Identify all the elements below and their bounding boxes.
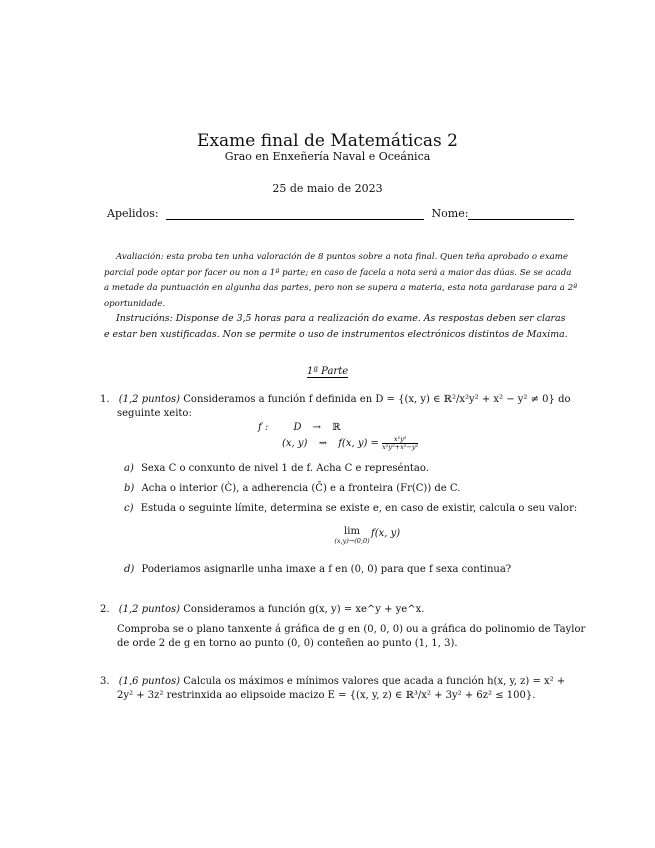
problem-3 [100,676,565,687]
problem-text: de orde 2 de g en torno ao punto (0, 0) conteñen ao punto (1, 1, 3). [117,638,458,649]
problem-text: Consideramos a función f definida en D = {(x, y) ∈ ℝ²/x²y² + x² − y² ≠ 0} do [183,394,571,405]
map-xy: (x, y) [282,438,308,449]
evaluation-text: a metade da puntuación en algunha das partes, pero non se supera a materia, esta nota gardarase para a 2ª [104,283,578,293]
part-text: Sexa C o conxunto de nivel 1 de f. Acha C e represéntao. [141,463,429,474]
surname-blank[interactable] [166,207,424,220]
limit-lim: lim [344,526,360,537]
evaluation-text: esta proba ten unha valoración de 8 puntos sobre a nota final. Quen teña aprobado o exame [166,252,569,262]
name-fields [107,207,574,220]
problem-text: Calcula os máximos e mínimos valores que acada a función h(x, y, z) = x² + [183,676,566,687]
map-domain: D [293,422,302,433]
map-fxy: f(x, y) = [338,438,379,449]
name-label: Nome: [431,207,469,220]
name-blank[interactable] [468,207,574,220]
function-map-row2 [282,436,418,451]
map-codomain: ℝ [332,422,341,433]
problem-1-part-b [124,483,460,494]
part-text: Acha o interior (Ċ), a adherencia (C̄) e a fronteira (Fr(C)) de C. [141,483,461,494]
problem-text: Comproba se o plano tanxente á gráfica de g en (0, 0, 0) ou a gráfica do polinomio de Taylor [117,624,586,635]
part-text: Poderiamos asignarlle unha imaxe a f en (0, 0) para que f sexa continua? [141,564,512,575]
instructions-block-2 [104,311,588,342]
problem-points: (1,2 puntos) [118,394,181,405]
problem-2 [100,604,424,615]
fraction-numerator: x²y² [382,436,418,444]
problem-number: 1. [100,394,110,405]
fraction [382,436,418,451]
exam-subtitle: Grao en Enxeñería Naval e Oceánica [224,150,431,163]
problem-text: 2y² + 3z² restrinxida ao elipsoide macizo E = {(x, y, z) ∈ ℝ³/x² + 3y² + 6z² ≤ 100}. [117,690,536,701]
instructions-label: Instrucións: [116,313,173,324]
part-label: a) [124,463,134,474]
problem-text: seguinte xeito: [117,408,192,419]
instructions-block [104,250,588,312]
instructions-text: Disponse de 3,5 horas para a realización do exame. As respostas deben ser claras [175,313,566,324]
instructions-text: e estar ben xustificadas. Non se permite o uso de instrumentos electrónicos distintos de Maxima. [104,328,568,340]
section-title [0,366,655,377]
evaluation-label: Avaliación: [116,252,164,262]
problem-text: Consideramos a función g(x, y) = xe^y + ye^x. [183,604,425,615]
fraction-denominator: x²y²+x²−y² [382,443,419,451]
exam-date: 25 de maio de 2023 [272,182,383,195]
problem-1-part-d [124,564,511,575]
part-label: b) [124,483,135,494]
map-maps-to: ⇝ [318,438,328,449]
evaluation-text: oportunidade. [104,298,166,309]
part-text: Estuda o seguinte límite, determina se existe e, en caso de existir, calcula o seu valor: [140,503,578,514]
limit-subscript: (x,y)→(0,0) [334,537,370,545]
function-map-row1 [258,422,341,433]
map-arrow: → [312,422,322,433]
problem-1 [100,394,571,405]
problem-number: 3. [100,676,110,687]
problem-number: 2. [100,604,110,615]
problem-points: (1,6 puntos) [118,676,181,687]
evaluation-text: parcial pode optar por facer ou non a 1ª parte; en caso de facela a nota será a maior das dúas. Se se acada [104,267,572,278]
problem-1-part-c [124,503,577,514]
problem-1-part-a [124,463,429,474]
part-label: c) [124,503,134,514]
map-f: f : [258,422,269,433]
problem-points: (1,2 puntos) [118,604,181,615]
part-label: d) [124,564,135,575]
exam-title: Exame final de Matemáticas 2 [197,131,458,151]
section-title-text: 1ª Parte [306,366,349,377]
surname-label: Apelidos: [107,207,159,220]
limit-expression: f(x, y) [371,528,401,539]
